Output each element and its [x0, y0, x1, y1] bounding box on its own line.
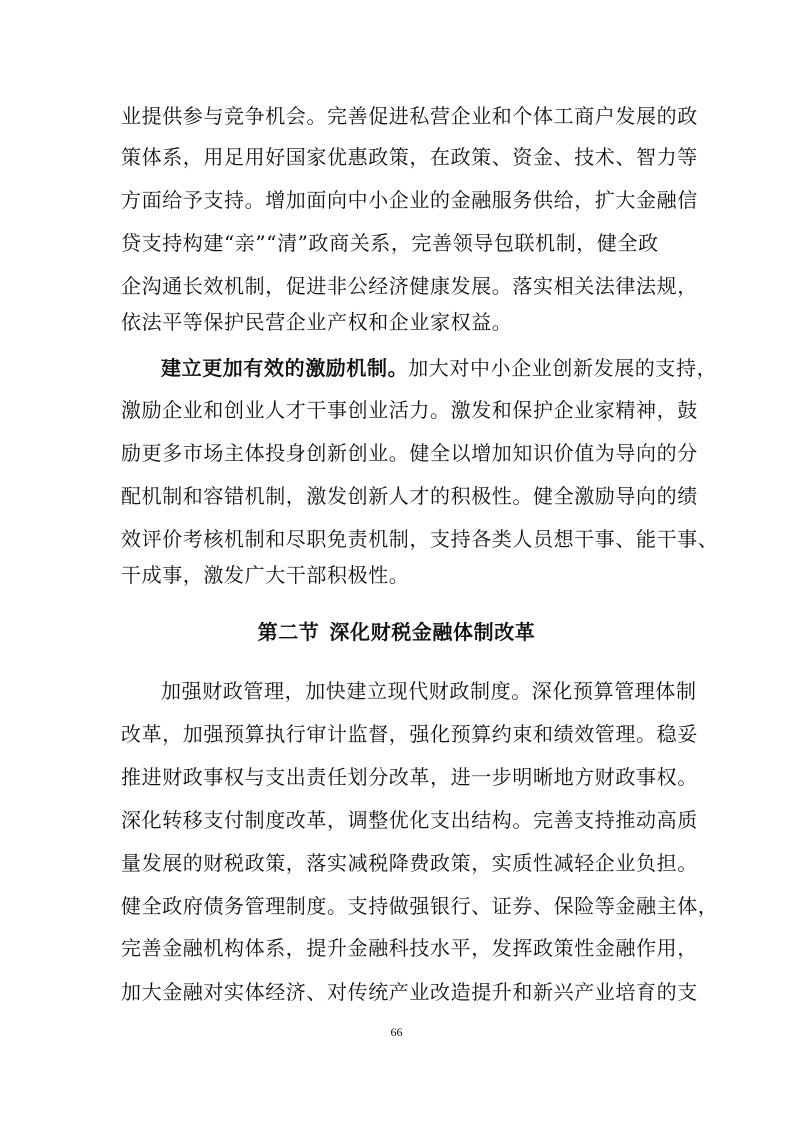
body-text-line: 改革，加强预算执行审计监督，强化预算约束和绩效管理。稳妥: [121, 722, 698, 746]
section-heading: [0, 619, 793, 645]
body-text-line: 深化转移支付制度改革，调整优化支出结构。完善支持推动高质: [121, 808, 698, 832]
body-text-line: 贷支持构建“亲”“清”政商关系，完善领导包联机制，健全政: [121, 231, 659, 255]
body-text-line: 加大金融对实体经济、对传统产业改造提升和新兴产业培育的支: [121, 980, 698, 1004]
body-text-line: 方面给予支持。增加面向中小企业的金融服务供给，扩大金融信: [121, 188, 698, 212]
body-text-line: 健全政府债务管理制度。支持做强银行、证券、保险等金融主体，: [121, 894, 719, 918]
body-text-line: 推进财政事权与支出责任划分改革，进一步明晰地方财政事权。: [121, 765, 698, 789]
paragraph-first-line: 加强财政管理，加快建立现代财政制度。深化预算管理体制: [161, 679, 697, 703]
body-text-line: 配机制和容错机制，激发创新人才的积极性。健全激励导向的绩: [121, 484, 698, 508]
body-text-line: 干成事，激发广大干部积极性。: [121, 563, 410, 587]
body-text-line: 效评价考核机制和尽职免责机制，支持各类人员想干事、能干事、: [121, 527, 719, 551]
paragraph-first-line: [161, 356, 718, 380]
body-text-line: 业提供参与竞争机会。完善促进私营企业和个体工商户发展的政: [121, 104, 698, 128]
paragraph-lead-heading: 建立更加有效的激励机制。: [161, 356, 409, 380]
body-text-fragment: 加大对中小企业创新发展的支持，: [408, 356, 718, 380]
body-text-line: 企沟通长效机制，促进非公经济健康发展。落实相关法律法规，: [121, 274, 698, 298]
body-text-line: 量发展的财税政策，落实减税降费政策，实质性减轻企业负担。: [121, 851, 698, 875]
body-text-line: 策体系，用足用好国家优惠政策，在政策、资金、技术、智力等: [121, 145, 698, 169]
page-number: 66: [390, 1025, 403, 1039]
body-text-line: 励更多市场主体投身创新创业。健全以增加知识价值为导向的分: [121, 441, 698, 465]
section-number: 第二节: [257, 620, 320, 644]
body-text-line: 激励企业和创业人才干事创业活力。激发和保护企业家精神，鼓: [121, 398, 698, 422]
body-text-line: 完善金融机构体系，提升金融科技水平，发挥政策性金融作用，: [121, 936, 698, 960]
section-title: 深化财税金融体制改革: [329, 620, 536, 644]
body-text-line: 依法平等保护民营企业产权和企业家权益。: [121, 310, 513, 334]
